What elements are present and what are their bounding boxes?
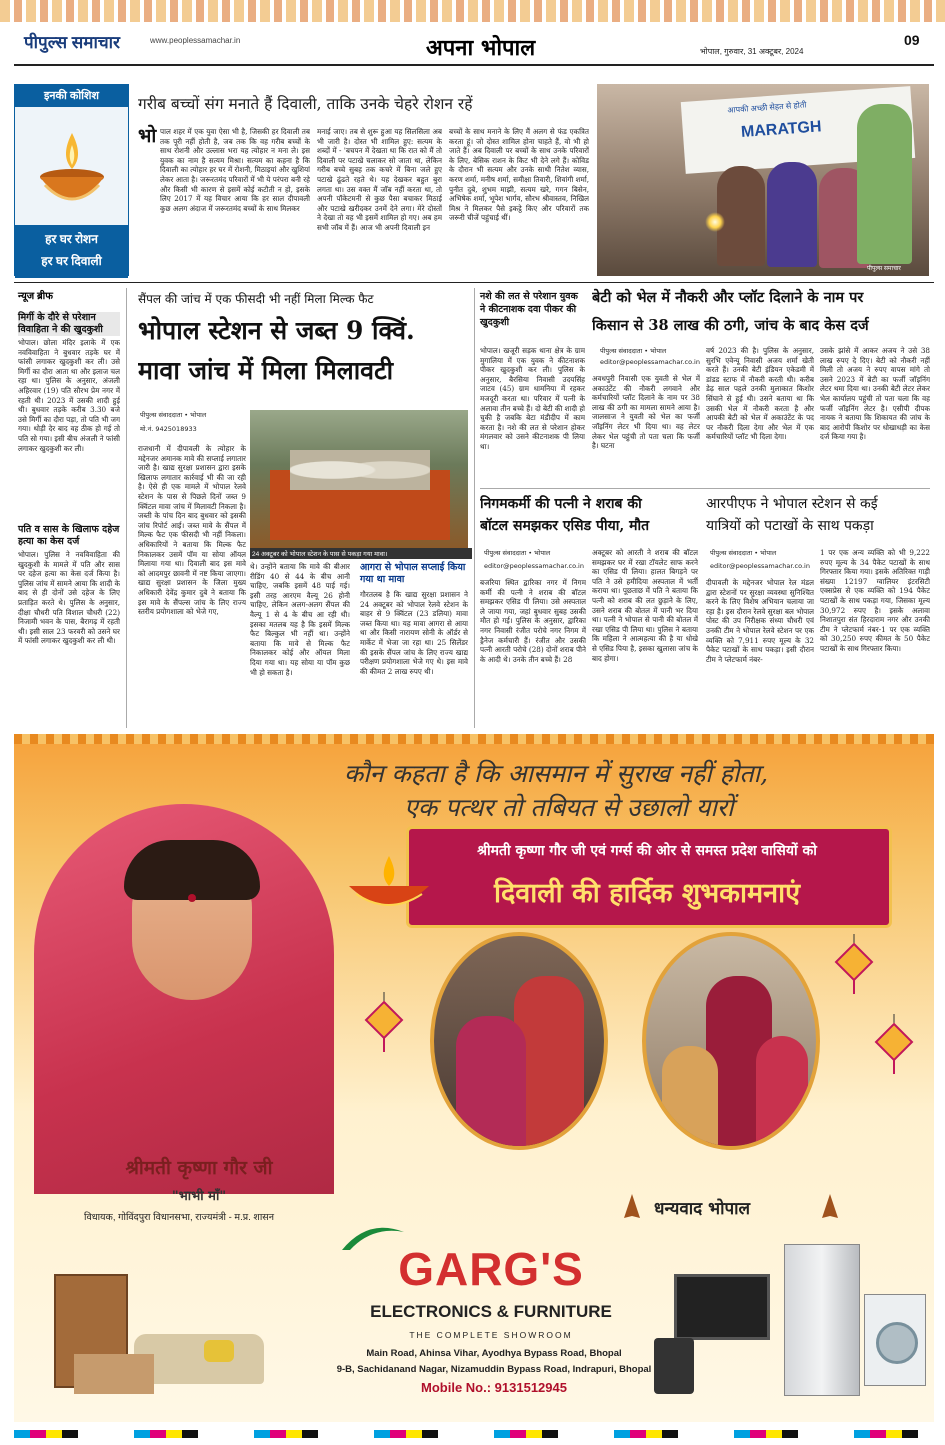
greeting-line-1: श्रीमती कृष्णा गौर जी एवं गर्ग्स की ओर से समस्त प्रदेश वासियों को	[477, 843, 817, 859]
feature-rule	[14, 282, 934, 283]
paper-name: पीपुल्स समाचार	[24, 33, 121, 52]
hair	[124, 840, 260, 900]
furniture-cushion	[204, 1340, 234, 1362]
drunk-headline: नशे की लत से परेशान युवक ने कीटनाशक दवा पीकर की खुदकुशी	[480, 291, 578, 328]
lantern-icon-1	[364, 992, 404, 1052]
rpf-col-1: दीपावली के मद्देनजर भोपाल रेल मंडल द्वारा स्टेशनों पर सुरक्षा व्यवस्था सुनिश्चित करने के लिए विशेष अभियान चलाया जा रहा है। इस दौरान रेलवे सुरक्षा बल भोपाल पोस्ट की उप निरीक्षक संध्या चौधरी एवं उनकी टीम ने भोपाल रेलवे स्टेशन पर एक व्यक्ति को 7,911 रुपए मूल्य के 32 पैकेट पटाखों के साथ पकड़ा। इसी दौरान टीम ने प्लेटफार्म नंबर-	[706, 578, 814, 664]
farmer-byline: पीपुल्स संवाददाता • भोपाल	[600, 347, 667, 355]
feature-kicker: इनकी कोशिश	[15, 85, 128, 107]
milk-byline: पीपुल्स संवाददाता • भोपाल	[140, 411, 207, 419]
brief-divider	[126, 288, 127, 728]
brief-headline-1: मिर्गी के दौरे से परेशान विवाहिता ने की खुदकुशी	[18, 312, 120, 336]
brief-label: न्यूज ब्रीफ	[18, 291, 53, 302]
feature-slogan	[15, 225, 128, 278]
sparkler	[705, 212, 725, 232]
washer-door	[876, 1322, 918, 1364]
section-title: अपना भोपाल	[426, 35, 536, 61]
news-brief	[14, 288, 121, 730]
child-1	[717, 166, 765, 266]
brief-headline-2: पति व सास के खिलाफ दहेज हत्या का केस दर्ज	[18, 524, 120, 547]
advert-quote-2: एक पत्थर तो तबियत से उछालो यारों	[404, 793, 734, 822]
drunk-text: भोपाल। खजूरी सड़क थाना क्षेत्र के ग्राम मुगालिया में एक युवक ने कीटनाशक पीकर खुदकुशी कर ली। पुलिस के अनुसार, बैरसिया निवासी उदयसिंह जाटव (45) ग्राम धामनिया में रहकर मजदूरी करता था। परिवार में पत्नी के अलावा तीन बच्चे हैं। दो बेटी की शादी हो चुकी है जबकि बेटा मंडीदीप में काम करता है। नशे की लत से परेशान होकर मंगलवार को उसने कीटनाशक पी लिया था।	[480, 346, 585, 451]
leader-title: विधायक, गोविंदपुरा विधानसभा, राज्यमंत्री - म.प्र. शासन	[84, 1212, 275, 1223]
advert-top-border	[14, 734, 934, 744]
lantern-icon-3	[874, 1014, 914, 1074]
rpf-col-2: 1 पर एक अन्य व्यक्ति को भी 9,222 रुपए मूल्य के 34 पैकेट पटाखों के साथ गिरफ्तार किया गया। इसके अतिरिक्त गाड़ी संख्या 12197 ग्वालियर इंटरसिटी एक्सप्रेस से एक व्यक्ति को 194 पैकेट पटाखों के साथ पकड़ा गया, जिसका मूल्य 30,972 रुपए है। इसके अलावा निशातपुरा संत हिरदाराम नगर और उनकी टीम ने प्लेटफार्म नंबर-1 पर एक व्यक्ति को 30,250 रुपए कीमत के 50 पैकेट पटाखों के साथ गिरफ्तार किया।	[820, 548, 930, 653]
farmer-col-3: उसके झांसे में आकर अजय ने उसे 38 लाख रुपए दे दिए। बेटी को नौकरी नहीं मिली तो अजय ने रुपए वापस मांगे तो उसने 2023 में बेटी का फर्जी जॉइनिंग लेटर थमा दिया था। उनकी बेटी लेटर लेकर भेल कार्यालय पहुंची तो पता चला कि वह फर्जी जॉइनिंग लेटर है। एसीपी दीपक नायक ने बताया कि शिकायत की जांच के बाद आरोपी किशोर पर धोखाधड़ी का केस दर्ज किया गया है।	[820, 346, 930, 442]
adult	[857, 104, 912, 264]
page-number: 09	[904, 32, 920, 48]
furniture-bed	[74, 1354, 154, 1394]
mid-right-rule	[480, 488, 930, 489]
child-2	[767, 162, 817, 267]
feature-photo	[597, 84, 929, 276]
photo-credit: पीपुल्स समाचार	[867, 266, 901, 272]
farmer-col-2: वर्ष 2023 की है। पुलिस के अनुसार, सुरभि एवेन्यू निवासी अजय शर्मा खेती करते हैं। उनकी बेटी इंडियन एकेडमी में डांडड स्टाफ में नौकरी करती थी। करीब डेढ़ साल पहले उनकी मुलाकात किशोर सिंघाने से हुई थी। उसने बताया था कि उसकी भेल में नौकरी करता है और आपकी बेटी को भेल में अकाउंटेंट के पद पर नौकरी दिला देगा और भेल में एक कर्मचारियों प्लॉट भी दिला देगा।	[706, 346, 814, 442]
greeting-box	[406, 826, 892, 928]
namaste-icon-left	[618, 1192, 646, 1220]
paper-url: www.peoplessamachar.in	[150, 36, 241, 45]
milk-col-2: थे। उन्होंने बताया कि मावे की बीआर रीडिंग 40 से 44 के बीच आनी चाहिए, जबकि इसमें 48 पाई गई। इसी तरह आरएम वैल्यू 26 होनी चाहिए, लेकिन अलग-अलग सैंपल की वैल्यू 1 से 4 के बीच आ रही थी। इसका मतलब यह है कि इसमें मिल्क फैट बिल्कुल भी नहीं था। उन्होंने बताया कि मावे से मिल्क फैट निकालकर कोई और ऑयल मिला दिया गया था। यह सोया या पॉम कुछ भी हो सकता है।	[250, 562, 350, 677]
acid-col-2: अक्टूबर को आरती ने शराब की बॉटल समझकर घर में रखा टॉयलेट साफ करने का एसिड पी लिया। हालत बिगड़ने पर पति ने उसे हमीदिया अस्पताल में भर्ती कराया था। पूछताछ में पति ने बताया कि पत्नी को शराब की लत छुड़ाने के लिए, उसने शराब की बोतल में पानी भर दिया था। पत्नी ने भोपाल से पानी की बोतल में रखा एसिड पी लिया था। पुलिस ने बताया कि महिला ने आत्महत्या की है या धोखे से एसिड पिया है, इसका खुलासा जांच के बाद होगा।	[592, 548, 698, 663]
banner-big-text: MARATGH	[740, 118, 823, 141]
garg-brand: GARG'S	[398, 1243, 584, 1295]
rpf-byline: पीपुल्स संवाददाता • भोपाल	[710, 549, 777, 557]
leader-name: श्रीमती कृष्णा गौर जी	[125, 1157, 273, 1179]
dateline: भोपाल, गुरुवार, 31 अक्टूबर, 2024	[700, 47, 804, 56]
thanks-bhopal: धन्यवाद भोपाल	[654, 1199, 751, 1219]
top-border	[0, 0, 945, 22]
couple-photo-2	[642, 932, 820, 1150]
sacks	[290, 450, 430, 490]
feature-col-3: बच्चों के साथ मनाने के लिए मैं अलग से फंड एकत्रित करता हूं। जो दोस्त शामिल होना चाहते हैं, वो भी हो जाते हैं। अब दिवाली पर बच्चों के साथ उनके परिवारों के लिए, बेसिक राशन के किट भी देने लगे हैं। कोविड के दौरान भी सत्यम और उनके साथी नितेश व्यास, करण शर्मा, मनीष शर्मा, समीक्षा तिवारी, शिवांगी शर्मा, पुनीत दुबे, शुभम माझी, सत्यम खरे, गगन बिसेन, अभिषेक शर्मा, भूपेश भार्गव, सौरभ श्रीवास्तव, निखिल मिश्र ने मिलकर पैसे इकट्ठे किए और परिवारों तक जरूरी चीजें पहुंचाई थीं।	[449, 127, 589, 223]
acid-byline: पीपुल्स संवाददाता • भोपाल	[484, 549, 551, 557]
acid-headline-1: निगमकर्मी की पत्नी ने शराब की	[480, 496, 642, 512]
slogan-line-2: हर घर दिवाली	[41, 254, 102, 268]
appliance-tv	[674, 1274, 770, 1340]
milk-headline-1: भोपाल स्टेशन से जब्त 9 क्विं.	[138, 316, 415, 345]
couple-2-woman-b	[756, 1036, 808, 1146]
acid-col-1: बजरिया स्थित द्वारिका नगर में निगम कर्मी की पत्नी ने शराब की बॉटल समझकर एसिड पी लिया। उसे अस्पताल ले जाया गया, जहां बुधवार सुबह उसकी मौत हो गई। पुलिस के अनुसार, द्वारिका नगर निवासी रंजीत परोचे नगर निगम में ड्रैनेज कर्मचारी हैं। रंजीत और उसकी पत्नी आरती परोचे (28) दोनों शराब पीने के आदी थे। उनके तीन बच्चे हैं। 28	[480, 578, 586, 664]
slogan-line-1: हर घर रोशन	[45, 232, 98, 246]
diya-icon	[35, 125, 110, 235]
milk-mobile: मो.नं. 9425018933	[140, 425, 197, 433]
lantern-icon-2	[834, 934, 874, 994]
milk-photo-caption: 24 अक्टूबर को भोपाल स्टेशन के पास से पकड़ा गया मावा।	[250, 548, 472, 559]
milk-col-3: गौरतलब है कि खाद्य सुरक्षा प्रशासन ने 24 अक्टूबर को भोपाल रेलवे स्टेशन के बाहर से 9 क्विंटल (23 डलिया) मावा जब्त किया था। यह मावा आगरा से आया था और किसी नारायण सोनी के ऑर्डर से मार्केट में भेजा जा रहा था। 25 सिलेंडर की इसके सैंपल जांच के लिए राज्य खाद्य परीक्षण प्रयोगशाला भेजे गए थे। इस मावे की कीमत 2 लाख रुपए थी।	[360, 590, 468, 676]
advert-quote-1: कौन कहता है कि आसमान में सुराख नहीं होता,	[344, 759, 769, 788]
farmer-col-1: अवधपुरी निवासी एक युवती से भेल में अकाउंटेंट की नौकरी लगवाने और कर्मचारियों प्लॉट दिलाने के नाम पर 38 लाख की ठगी का मामला सामने आया है। जालसाज ने युवती को भेल का फर्जी जॉइनिंग लेटर भी दिया था। वह लेटर लेकर भेल पहुंची तो पता चला कि फर्जी है। घटना	[592, 374, 700, 451]
couple-2-man	[662, 1046, 718, 1146]
diwali-advert	[14, 734, 934, 1422]
masthead-rule	[14, 64, 934, 66]
acid-email: editor@peoplessamachar.co.in	[484, 562, 584, 570]
feature-headline: गरीब बच्चों संग मनाते हैं दिवाली, ताकि उनके चेहरे रोशन रहें	[138, 95, 473, 113]
farmer-email: editor@peoplessamachar.co.in	[600, 358, 700, 366]
milk-headline-2: मावा जांच में मिला मिलावटी	[138, 356, 394, 385]
brief-text-2: भोपाल। पुलिस ने नवविवाहिता की खुदकुशी के मामले में पति और सास पर दहेज हत्या का केस दर्ज किया है। पुलिस जांच में सामने आया कि शादी के बाद से ही दोनों उसे दहेज के लिए प्रताड़ित करते थे। पुलिस के अनुसार, दीक्षा चौधरी पति विशाल चौधरी (22) निजामी भवन के पास, बैरागढ़ में रहती थी। इसी साल 23 फरवरी को उसने घर में फांसी लगाकर खुदकुशी कर ली थी।	[18, 550, 120, 646]
rpf-email: editor@peoplessamachar.co.in	[710, 562, 810, 570]
banner-text: आपकी अच्छी सेहत से होती	[727, 100, 807, 115]
acid-headline-2: बॉटल समझकर एसिड पीया, मौत	[480, 518, 650, 534]
milk-truck-photo	[250, 410, 468, 548]
lamp-icon-left	[344, 854, 434, 914]
garg-address-2: 9-B, Sachidanand Nagar, Nizamuddin Bypass Road, Indrapuri, Bhopal	[336, 1364, 652, 1375]
milk-col-1: राजधानी में दीपावली के त्योहार के मद्देनजर अमानक मावे की सप्लाई लगातार जारी है। खाद्य सुरक्षा प्रशासन द्वारा इसके खिलाफ लगातार कार्रवाई भी की जा रही है। ऐसे ही एक मामले में भोपाल रेलवे स्टेशन के पास से पिछले दिनों जब्त 9 क्विंटल मावा जांच में मिलावटी निकला है। जब्ती के पांच दिन बाद बुधवार को इसकी जांच रिपोर्ट आई। जब्त मावे के सैंपल में मिल्क फैट एक फीसदी भी नहीं निकला। अधिकारियों ने बताया कि मिल्क फैट निकालकर उसमें पॉम या सोया ऑयल मिलाया गया था। दिवाली बाद इस मावे को आदमपुर छावनी में नष्ट किया जाएगा। खाद्य सुरक्षा प्रशासन के जिला मुख्य अधिकारी देवेंद्र कुमार दुबे ने बताया कि इस मावे के सैंपल्स जांच के लिए राज्य स्तरीय प्रयोगशाला को भेजे गए,	[138, 444, 246, 617]
milk-divider	[474, 288, 475, 728]
feature-dropcap: भो	[138, 125, 157, 147]
namaste-icon-right	[816, 1192, 844, 1220]
appliance-fridge	[784, 1244, 860, 1396]
bindi	[188, 894, 196, 902]
feature-left-panel	[14, 84, 129, 276]
milk-kicker: सैंपल की जांच में एक फीसदी भी नहीं मिला मिल्क फैट	[138, 292, 374, 306]
garg-tagline: THE COMPLETE SHOWROOM	[409, 1330, 573, 1340]
appliance-speaker	[654, 1338, 694, 1394]
brief-text-1: भोपाल। छोला मंदिर इलाके में एक नवविवाहिता ने बुधवार तड़के घर में फांसी लगाकर खुदकुशी कर ली। उसे मिर्गी का दौरा आता था और इलाज चल रहा था। पुलिस के अनुसार, अंजली अहिरवार (19) पति सौरभ प्रेम नगर में रहती थी। 2023 में उसकी शादी हुई थी। बुधवार तड़के करीब 3.30 बजे उसे मिर्गी का दौरा पड़ा, तो पति भी जग गया। थोड़ी देर बाद वह ठीक हो गई तो पति सो गया। इसी बीच अंजली ने फांसी लगाकर खुदकुशी कर ली।	[18, 338, 120, 453]
garg-subbrand: ELECTRONICS & FURNITURE	[370, 1302, 612, 1321]
feature-col-2: मनाई जाए। तब से शुरू हुआ यह सिलसिला अब भी जारी है। दोस्त भी शामिल हुए: सत्यम के शब्दों में - 'बचपन में देखता था कि रात को मैं तो दिवाली पर पटाखे चलाकर सो जाता था, लेकिन गरीब बच्चे सुबह तक कचरे में बिना जले हुए पटाखे ढूंढते रहते थे। यह देखकर बहुत बुरा लगता था। उस वक्त मैं जॉब नहीं करता था, तो अपनी पॉकेटमनी से कुछ पैसा बचाकर मिठाई और पटाखे खरीदकर उनमें देने लगा। मेरे दोस्तों ने देखा तो वह भी इसमें शामिल हो गए। अब हम सभी जॉब में हैं। आज भी अपनी दिवाली इन	[317, 127, 442, 232]
farmer-headline-2: किसान से 38 लाख की ठगी, जांच के बाद केस दर्ज	[592, 317, 869, 334]
farmer-headline-1: बेटी को भेल में नौकरी और प्लॉट दिलाने के नाम पर	[592, 289, 864, 306]
greeting-line-2: दिवाली की हार्दिक शुभकामनाएं	[493, 878, 801, 909]
feature-col-1: पाल शहर में एक युवा ऐसा भी है, जिसकी हर दिवाली तब तक पूरी नहीं होती है, जब तक कि वह गरीब बच्चों के साथ रोशनी और उल्लास भरा यह त्योहार न मना ले। इस युवक का नाम है सत्यम मिश्रा। सत्यम का कहना है कि दिवाली का त्योहार हर घर में रोशनी, मिठाइयां और खुशियां लेकर आता है। जरूरतमंद परिवारों में भी ये परंपरा बनी रहे और किसी भी कारण से इसमें कोई कटौती न हो, इसके लिए 2017 में यह विचार आया कि हर साल दीपावली कुछ अलग अंदाज में जरूरतमंद बच्चों के साथ मिलकर	[160, 127, 310, 213]
rpf-headline-2: यात्रियों को पटाखों के साथ पकड़ा	[706, 518, 874, 534]
leader-portrait	[14, 754, 354, 1184]
garg-address-1: Main Road, Ahinsa Vihar, Ayodhya Bypass Road, Bhopal	[366, 1348, 622, 1359]
couple-photo-1	[430, 932, 608, 1150]
rpf-headline-1: आरपीएफ ने भोपाल स्टेशन से कई	[706, 496, 878, 512]
garg-mobile: Mobile No.: 9131512945	[421, 1380, 567, 1395]
couple-1-woman	[456, 1016, 526, 1146]
print-registration-bar	[14, 1430, 934, 1438]
leader-nickname: "भाभी माँ"	[171, 1189, 227, 1204]
milk-subhead: आगरा से भोपाल सप्लाई किया गया था मावा	[360, 562, 466, 585]
